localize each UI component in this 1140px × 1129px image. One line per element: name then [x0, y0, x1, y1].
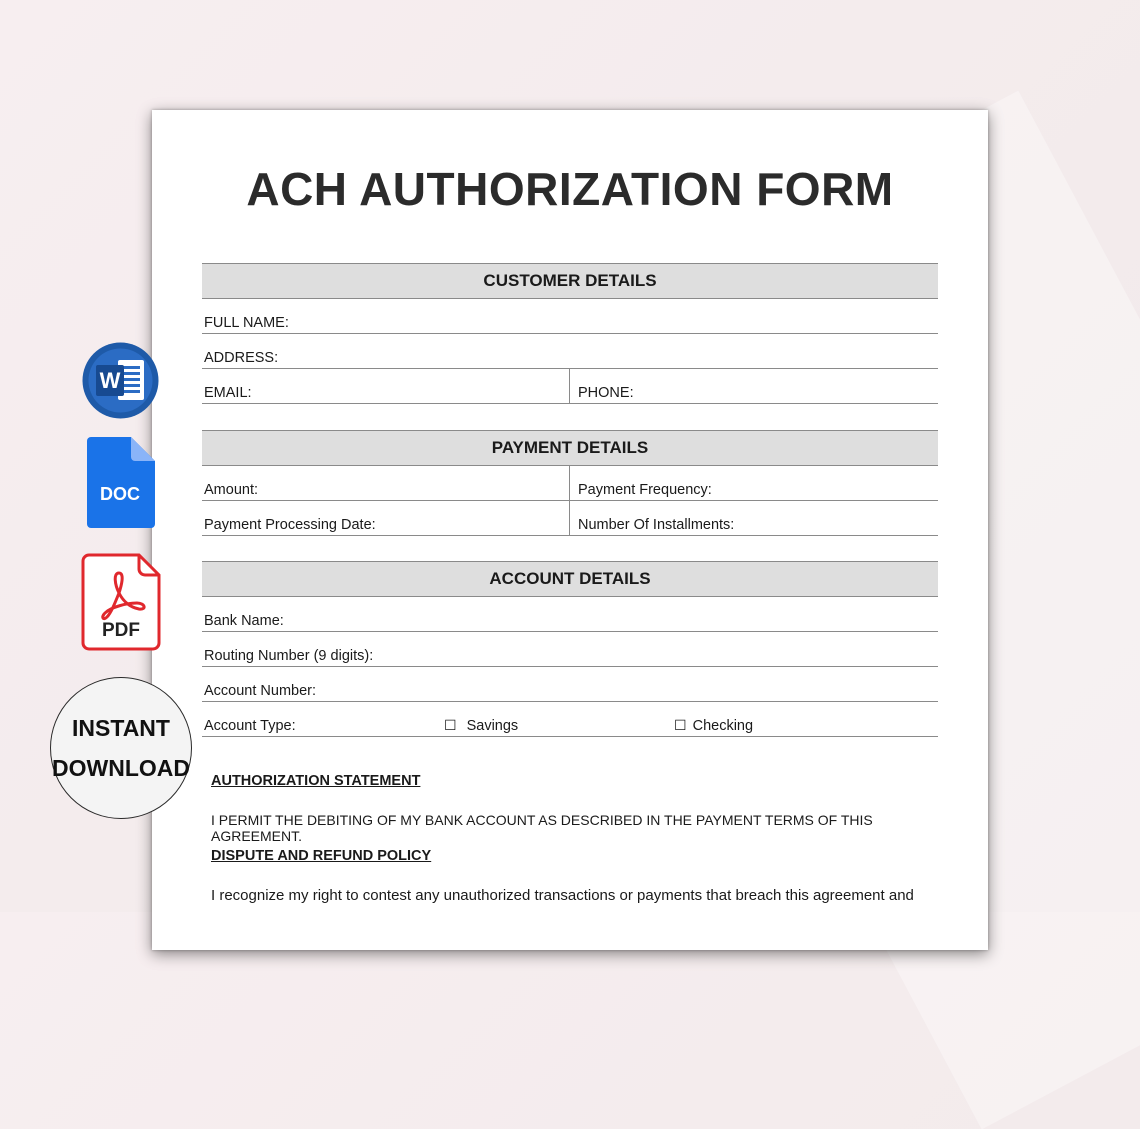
instant-download-badge [50, 677, 192, 819]
authorization-statement-heading: AUTHORIZATION STATEMENT [211, 773, 421, 789]
doc-label: DOC [100, 484, 140, 504]
payment-frequency-label: Payment Frequency: [578, 482, 712, 498]
instant-label: INSTANT [72, 715, 170, 741]
payment-details-header: PAYMENT DETAILS [202, 430, 938, 466]
bank-name-label: Bank Name: [204, 613, 284, 629]
checking-option[interactable] [674, 717, 753, 734]
customer-details-header: CUSTOMER DETAILS [202, 263, 938, 299]
pdf-label: PDF [102, 620, 140, 641]
bank-name-row [202, 597, 938, 632]
account-number-label: Account Number: [204, 683, 317, 699]
full-name-label: FULL NAME: [204, 315, 289, 331]
processing-date-label: Payment Processing Date: [202, 501, 570, 535]
address-row [202, 334, 938, 369]
dispute-policy-heading: DISPUTE AND REFUND POLICY [211, 848, 432, 864]
checking-checkbox[interactable]: ☐ [674, 717, 687, 733]
amount-row [202, 466, 938, 501]
authorization-statement-text: I PERMIT THE DEBITING OF MY BANK ACCOUNT AS DESCRIBED IN THE PAYMENT TERMS OF THIS AGREEMENT. [211, 812, 873, 844]
download-label: DOWNLOAD [52, 755, 190, 781]
full-name-row [202, 299, 938, 334]
account-type-row [202, 702, 938, 737]
account-type-label: Account Type: [204, 718, 296, 734]
account-details-header: ACCOUNT DETAILS [202, 561, 938, 597]
word-letter: W [99, 368, 121, 393]
checking-label: Checking [692, 718, 754, 734]
word-icon [82, 342, 159, 419]
dispute-policy-text: I recognize my right to contest any unauthorized transactions or payments that breach this agreement and [211, 887, 914, 904]
email-label: EMAIL: [202, 369, 570, 403]
payment-details-section [202, 430, 938, 536]
doc-file-icon [87, 437, 155, 528]
routing-number-row [202, 632, 938, 667]
pdf-file-icon [81, 553, 161, 651]
address-label: ADDRESS: [204, 350, 279, 366]
account-number-row [202, 667, 938, 702]
installments-label: Number Of Installments: [578, 517, 735, 533]
form-title: ACH AUTHORIZATION FORM [246, 163, 894, 215]
processing-date-row [202, 501, 938, 536]
amount-label: Amount: [202, 466, 570, 500]
savings-checkbox[interactable]: ☐ [444, 717, 457, 733]
account-details-section [202, 561, 938, 737]
phone-label: PHONE: [578, 385, 634, 401]
account-type-group [202, 702, 938, 736]
form-document [152, 110, 988, 950]
routing-number-label: Routing Number (9 digits): [204, 648, 374, 664]
email-phone-row [202, 369, 938, 404]
savings-label: Savings [466, 718, 519, 734]
savings-option[interactable] [444, 717, 518, 734]
customer-details-section [202, 263, 938, 404]
